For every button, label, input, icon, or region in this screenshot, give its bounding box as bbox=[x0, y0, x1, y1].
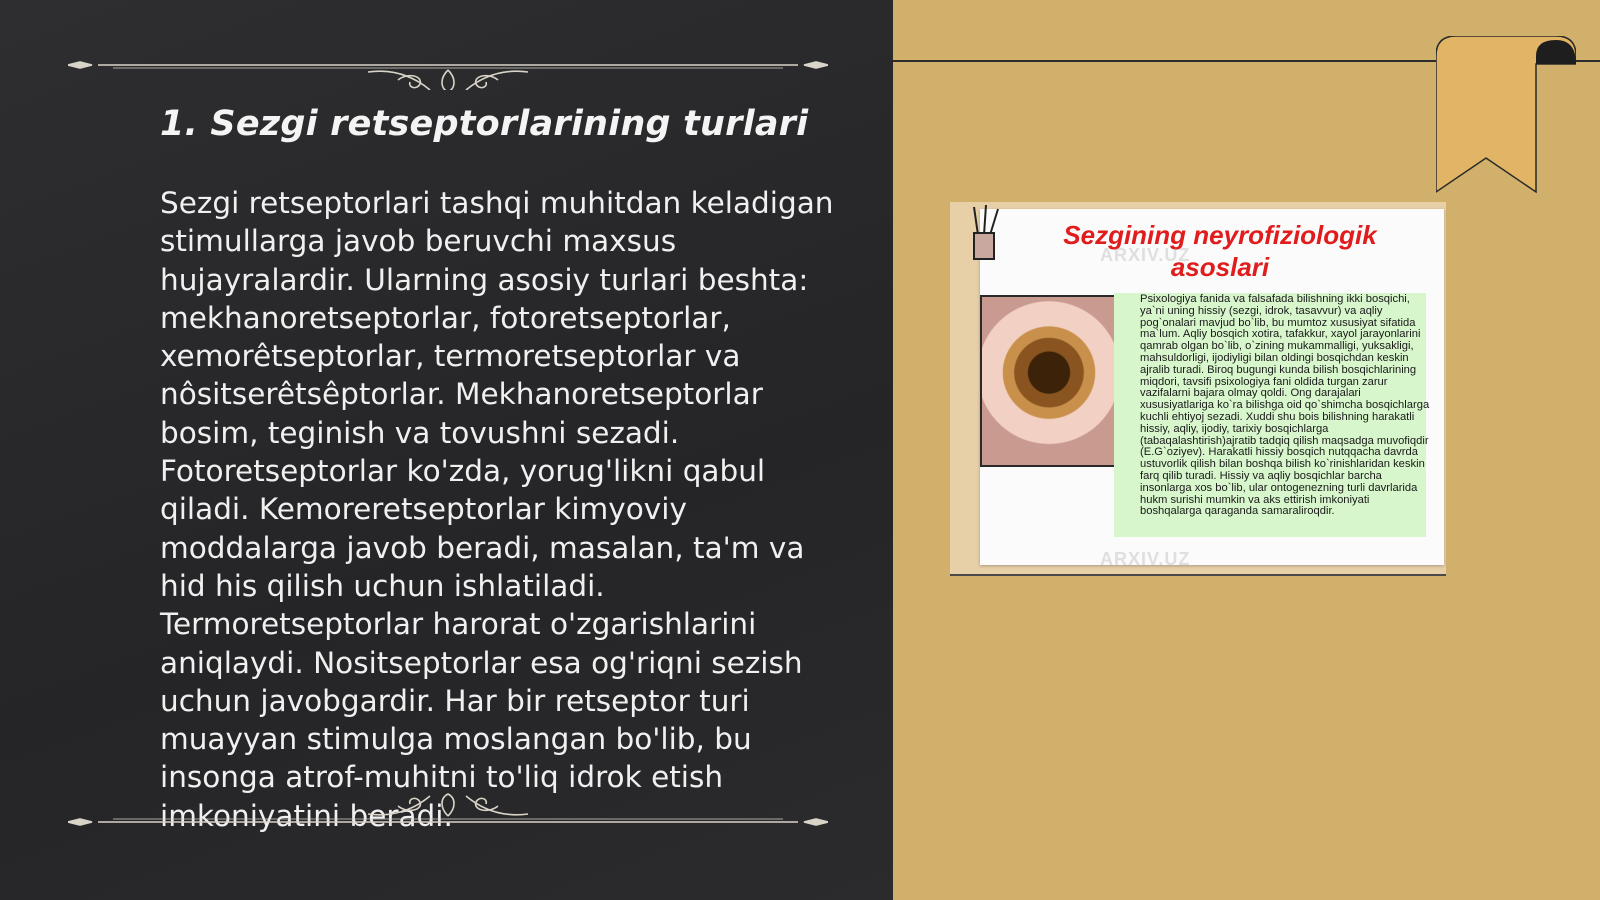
bookmark-ribbon-icon bbox=[1436, 36, 1576, 204]
picture-title: Sezgining neyrofiziologik asoslari bbox=[1063, 220, 1377, 282]
eye-photo bbox=[980, 295, 1118, 467]
pencil-cup-icon bbox=[968, 205, 1004, 261]
slide-body-text: Sezgi retseptorlari tashqi muhitdan keladigan stimullarga javob beruvchi maxsus hujayralardir. Ularning asosiy turlari beshta: mekhanoretseptorlar, fotoretseptorlar, xemorêtseptorlar, termoretseptorlar va nôsitserêtsêptorlar. Mekhanoretseptorlar bosim, teginish va tovushni sezadi. Fotoretseptorlar ko'zda, yorug'likni qabul qiladi. Kemoreretseptorlar kimyoviy moddalarga javob beradi, masalan, ta'm va hid his qilish uchun ishlatiladi. Termoretseptorlar harorat o'zgarishlarini aniqlaydi. Nositseptorlar esa og'riqni sezish uchun javobgardir. Har bir retseptor turi muayyan stimulga moslangan bo'lib, bu insonga atrof-muhitni to'liq idrok etish imkoniyatini beradi. bbox=[160, 186, 834, 833]
ornamental-divider-icon bbox=[68, 40, 828, 90]
slide-title: 1. Sezgi retseptorlarining turlari bbox=[160, 104, 809, 144]
watermark: ARXIV.UZ bbox=[1100, 245, 1191, 265]
picture-slide bbox=[980, 209, 1444, 569]
watermark: ARXIV.UZ bbox=[1100, 549, 1191, 569]
picture-body-text: Psixologiya fanida va falsafada bilishning ikki bosqichi, ya`ni uning hissiy (sezgi, idrok, tasavvur) va aqliy pog`onalari mavjud bo`lib, bu mumtoz xususiyat sifatida ma`lum. Aqliy bosqich xotira, tafakkur, xayol jarayonlarini qamrab olgan bo`lib, o`zining mukammalligi, yuksakligi, mahsuldorligi, ijodiyligi bilan oldingi bosqichdan keskin ajralib turadi. Biroq bugungi kunda bilish bosqichlarining miqdori, tavsifi psixologiya fani oldida turgan zarur vazifalarni bajara olmay qoldi. Ong darajalari xususiyatlariga ko`ra bilishga oid qo`shimcha bosqichlarga kuchli ehtiyoj sezadi. Xuddi shu bois bilishning harakatli hissiy, aqliy, ijodiy, tarixiy bosqichlarga (tabaqalashtirish)ajratib tadqiq qilish maqsadga muvofiqdir (E.G`oziyev). Harakatli hissiy bosqich nutqqacha davrda ustuvorlik qilish bilan boshqa bilish ko`rinishlaridan keskin farq qilib turadi. Hissiy va aqliy bosqichlar barcha insonlarga xos bo`lib, ular ontogenezning turli davrlarida hukm surishi mumkin va aks ettirish imkoniyati boshqalarga qaraganda samaraliroqdir. bbox=[1140, 293, 1430, 518]
picture-frame bbox=[950, 202, 1446, 576]
ornamental-divider-icon bbox=[68, 784, 828, 834]
